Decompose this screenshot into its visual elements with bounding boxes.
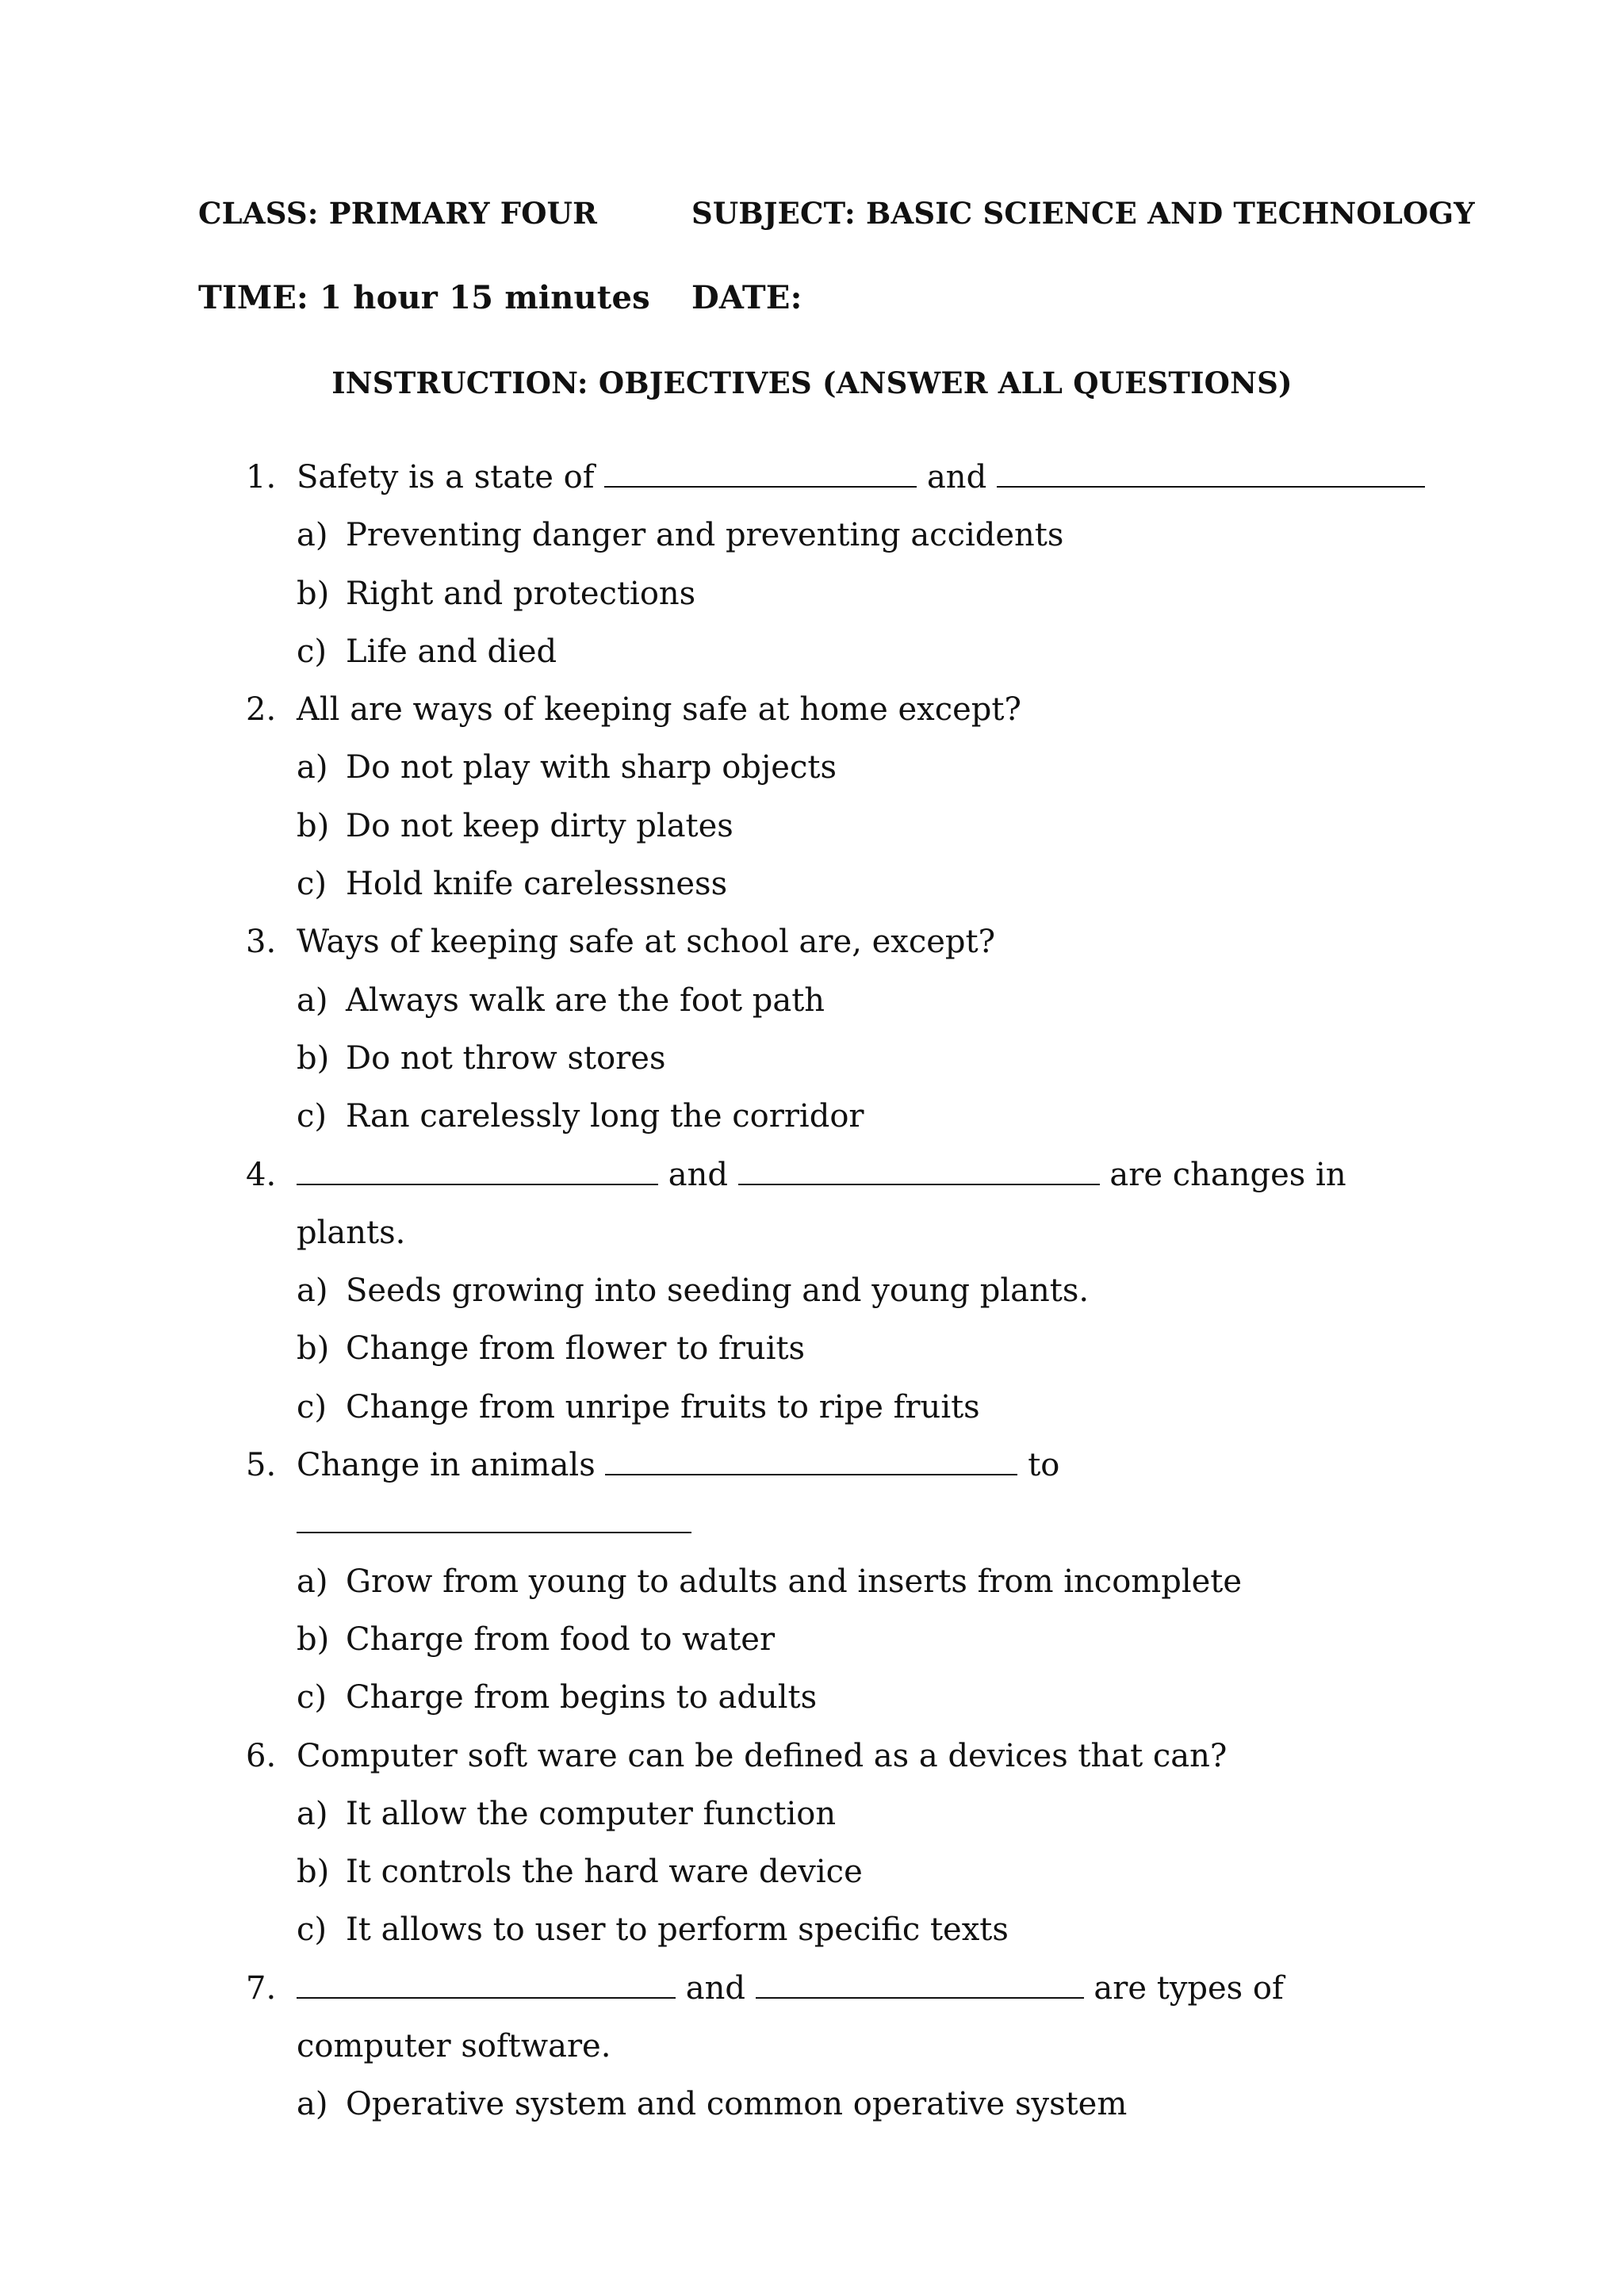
option-text: Right and protections	[346, 575, 696, 612]
option	[246, 1611, 1427, 1669]
option	[246, 739, 1427, 797]
option-text: Charge from begins to adults	[346, 1679, 818, 1716]
question-text	[297, 1960, 1427, 2018]
option-label: b)	[297, 1854, 330, 1891]
option-label: c)	[297, 1911, 327, 1949]
answer-blank	[756, 1972, 1084, 1999]
option	[246, 1553, 1427, 1611]
question-number: 4.	[246, 1156, 277, 1193]
answer-blank	[605, 1448, 1017, 1475]
option-text: Preventing danger and preventing accidents	[346, 517, 1064, 554]
question-4	[246, 1146, 1427, 1204]
option-text: It allows to user to perform specific texts	[346, 1911, 1009, 1949]
option-text: Charge from food to water	[346, 1621, 776, 1658]
question-text-part: are changes in	[1109, 1156, 1346, 1193]
question-continuation	[246, 1494, 1427, 1552]
option-label: c)	[297, 633, 327, 670]
option	[246, 1843, 1427, 1901]
question-text-part: and	[926, 459, 987, 496]
option	[246, 507, 1427, 564]
option-label: b)	[297, 1621, 330, 1658]
option	[246, 2076, 1427, 2133]
time-label: TIME: 1 hour 15 minutes	[198, 279, 650, 316]
option-text: Seeds growing into seeding and young plants.	[346, 1272, 1090, 1310]
question-text: All are ways of keeping safe at home except?	[297, 691, 1021, 729]
answer-blank	[997, 461, 1425, 488]
question-number: 6.	[246, 1737, 277, 1774]
option	[246, 855, 1427, 913]
question-number: 7.	[246, 1969, 277, 2007]
question-text-part: Safety is a state of	[297, 459, 595, 496]
question-1	[246, 449, 1427, 507]
question-continuation: computer software.	[297, 2028, 611, 2065]
question-list	[246, 449, 1427, 2134]
option-text: Ran carelessly long the corridor	[346, 1098, 864, 1135]
option-label: a)	[297, 1272, 328, 1310]
option	[246, 1320, 1427, 1378]
question-text	[297, 449, 1427, 507]
option-text: Hold knife carelessness	[346, 866, 728, 903]
option-label: b)	[297, 1039, 330, 1077]
question-text	[297, 1437, 1427, 1494]
class-label: CLASS: PRIMARY FOUR	[198, 196, 598, 231]
question-number: 2.	[246, 691, 277, 729]
option	[246, 1262, 1427, 1320]
option	[246, 1379, 1427, 1437]
option	[246, 623, 1427, 681]
question-text-part: to	[1028, 1447, 1060, 1484]
option-label: b)	[297, 575, 330, 612]
option-label: a)	[297, 1795, 328, 1832]
question-text-part: are types of	[1094, 1969, 1284, 2007]
option-label: c)	[297, 1679, 327, 1716]
option-text: Operative system and common operative system	[346, 2086, 1128, 2123]
option-label: c)	[297, 1388, 327, 1425]
option-text: Change from flower to fruits	[346, 1330, 806, 1368]
question-text-part: and	[668, 1156, 728, 1193]
subject-label: SUBJECT: BASIC SCIENCE AND TECHNOLOGY	[691, 196, 1475, 231]
question-text-part: Change in animals	[297, 1447, 596, 1484]
option-text: Do not play with sharp objects	[346, 749, 837, 786]
question-text: Ways of keeping safe at school are, except?	[297, 924, 996, 961]
option	[246, 1669, 1427, 1727]
question-6	[246, 1728, 1427, 1785]
option	[246, 565, 1427, 623]
answer-blank	[297, 1506, 691, 1533]
option	[246, 1030, 1427, 1088]
option-label: c)	[297, 866, 327, 903]
option-label: c)	[297, 1098, 327, 1135]
option	[246, 1088, 1427, 1146]
option-text: Always walk are the foot path	[346, 982, 825, 1019]
question-number: 3.	[246, 924, 277, 961]
question-3	[246, 913, 1427, 971]
answer-blank	[738, 1158, 1100, 1185]
option-label: b)	[297, 1330, 330, 1368]
option-text: Grow from young to adults and inserts from incomplete	[346, 1563, 1243, 1600]
option-label: a)	[297, 982, 328, 1019]
option-text: Life and died	[346, 633, 557, 670]
question-number: 5.	[246, 1447, 277, 1484]
option-label: a)	[297, 1563, 328, 1600]
option-label: a)	[297, 2086, 328, 2123]
option-text: Change from unripe fruits to ripe fruits	[346, 1388, 980, 1425]
option	[246, 1901, 1427, 1959]
answer-blank	[297, 1158, 658, 1185]
question-number: 1.	[246, 459, 277, 496]
option-label: a)	[297, 749, 328, 786]
instruction-heading: INSTRUCTION: OBJECTIVES (ANSWER ALL QUESTIONS)	[331, 365, 1293, 400]
question-7	[246, 1960, 1427, 2018]
question-5	[246, 1437, 1427, 1494]
question-text	[297, 1146, 1427, 1204]
option-text: Do not throw stores	[346, 1039, 666, 1077]
option-label: b)	[297, 807, 330, 844]
option	[246, 972, 1427, 1030]
question-text: Computer soft ware can be defined as a devices that can?	[297, 1737, 1228, 1774]
question-continuation: plants.	[297, 1214, 406, 1251]
answer-blank	[604, 461, 917, 488]
option-text: It allow the computer function	[346, 1795, 837, 1832]
question-2	[246, 681, 1427, 739]
option-text: Do not keep dirty plates	[346, 807, 733, 844]
option-text: It controls the hard ware device	[346, 1854, 863, 1891]
option-label: a)	[297, 517, 328, 554]
option	[246, 798, 1427, 855]
option	[246, 1785, 1427, 1843]
answer-blank	[297, 1972, 676, 1999]
question-text-part: and	[685, 1969, 745, 2007]
date-label: DATE:	[691, 279, 802, 316]
